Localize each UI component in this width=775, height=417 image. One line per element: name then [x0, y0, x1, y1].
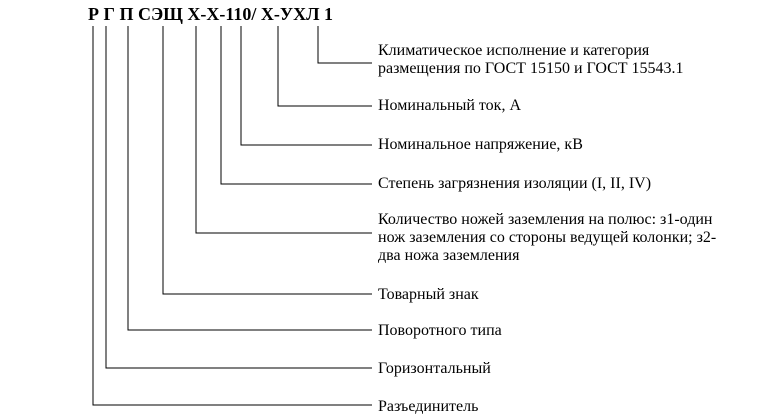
leader-line-4 — [221, 26, 372, 184]
description-line: Номинальное напряжение, кВ — [378, 136, 583, 153]
description-8 — [378, 360, 491, 378]
description-line: Разъединитель — [378, 398, 479, 415]
description-line: два ножа заземления — [378, 247, 520, 264]
description-9 — [378, 398, 478, 416]
description-line: Товарный знак — [378, 286, 479, 303]
leader-line-2 — [278, 26, 372, 106]
leader-line-5 — [196, 26, 372, 233]
leader-line-9 — [93, 26, 372, 405]
description-3 — [378, 136, 583, 154]
leader-line-7 — [128, 26, 372, 330]
description-line: Поворотного типа — [378, 322, 502, 339]
description-line: Количество ножей заземления на полюс: з1-один — [378, 211, 713, 228]
designation-code: Р Г П СЭЩ Х-Х-110/ Х-УХЛ 1 — [88, 4, 334, 24]
leader-line-8 — [106, 26, 372, 368]
description-line: Степень загрязнения изоляции (I, II, IV) — [378, 175, 652, 192]
description-2 — [378, 97, 521, 115]
leader-line-3 — [241, 26, 372, 145]
leader-line-6 — [163, 26, 372, 294]
description-6 — [378, 286, 479, 304]
description-1 — [378, 42, 684, 78]
description-line: размещения по ГОСТ 15150 и ГОСТ 15543.1 — [378, 60, 684, 77]
description-line: Номинальный ток, А — [378, 97, 522, 114]
description-line: нож заземления со стороны ведущей колонки; з2- — [378, 229, 717, 246]
leader-line-1 — [318, 26, 372, 63]
description-4 — [378, 175, 651, 193]
description-7 — [378, 322, 502, 340]
description-5 — [378, 211, 716, 265]
description-line: Горизонтальный — [378, 360, 491, 377]
description-line: Климатическое исполнение и категория — [378, 42, 650, 59]
